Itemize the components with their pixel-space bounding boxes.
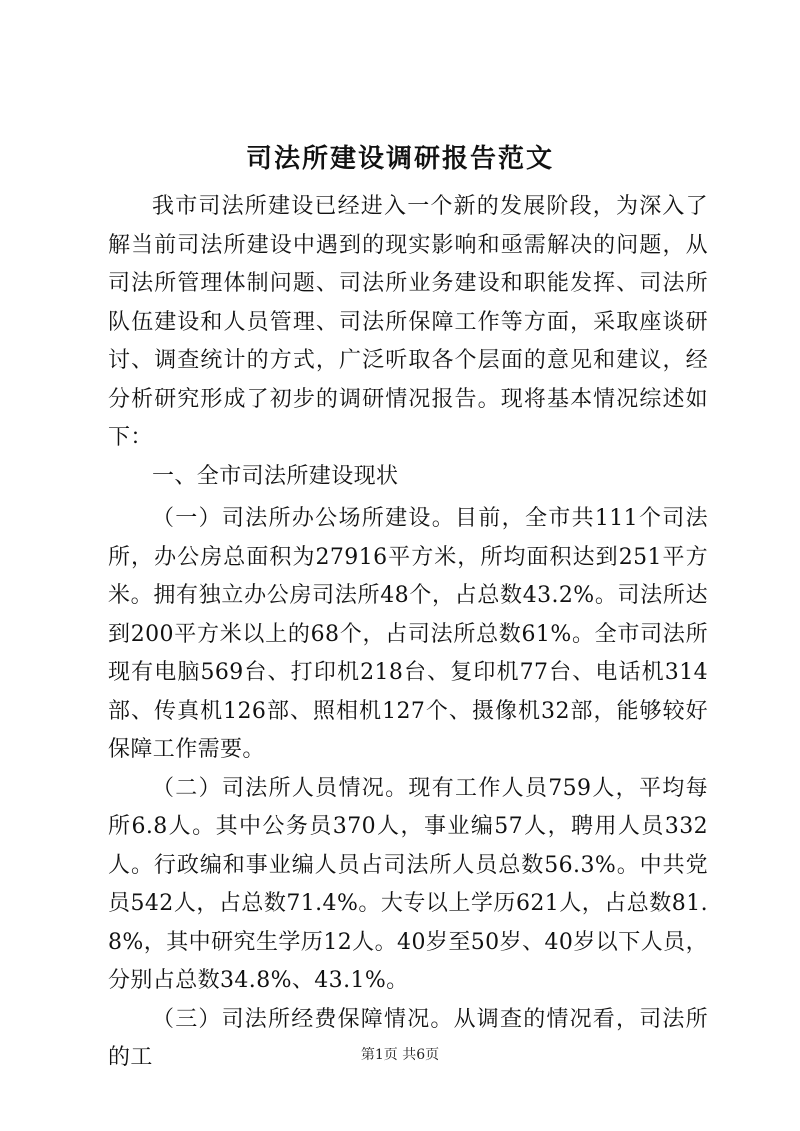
document-title: 司法所建设调研报告范文: [245, 144, 554, 174]
document-body: [108, 188, 708, 1078]
page-number-footer: 第1页 共6页: [360, 1047, 440, 1063]
staff-paragraph: （二）司法所人员情况。现有工作人员759人，平均每所6.8人。其中公务员370人，事业编57人，聘用人员332人。行政编和事业编人员占司法所人员总数56.3%。中共党员542人，占总数71.4%。大专以上学历621人，占总数81.8%，其中研究生学历12人。40岁至50岁、40岁以下人员，分别占总数34.8%、43.1%。: [108, 775, 708, 993]
section-heading: 一、全市司法所建设现状: [152, 463, 399, 489]
funding-paragraph: （三）司法所经费保障情况。从调查的情况看，司法所的工: [108, 1006, 708, 1070]
office-building-paragraph: （一）司法所办公场所建设。目前，全市共111个司法所，办公房总面积为27916平方米，所均面积达到251平方米。拥有独立办公房司法所48个，占总数43.2%。司法所达到200平方米以上的68个，占司法所总数61%。全市司法所现有电脑569台、打印机218台、复印机77台、电话机314部、传真机126部、照相机127个、摄像机32部，能够较好保障工作需要。: [108, 506, 708, 762]
intro-paragraph: 我市司法所建设已经进入一个新的发展阶段，为深入了解当前司法所建设中遇到的现实影响和亟需解决的问题，从司法所管理体制问题、司法所业务建设和职能发挥、司法所队伍建设和人员管理、司法所保障工作等方面，采取座谈研讨、调查统计的方式，广泛听取各个层面的意见和建议，经分析研究形成了初步的调研情况报告。现将基本情况综述如下：: [108, 194, 708, 450]
